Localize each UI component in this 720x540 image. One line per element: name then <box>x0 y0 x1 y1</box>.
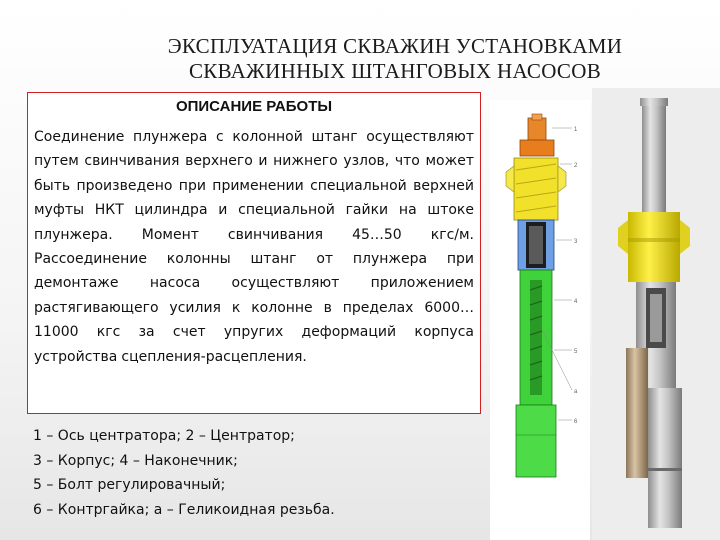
parts-legend <box>33 424 473 522</box>
slide-title-line1: ЭКСПЛУАТАЦИЯ СКВАЖИН УСТАНОВКАМИ <box>167 34 623 58</box>
drawing-label-2: 2 <box>574 163 578 169</box>
legend-line-3: 5 – Болт регулировачный; <box>33 477 226 493</box>
drawing-label-6: 6 <box>574 419 578 425</box>
legend-line-1: 1 – Ось центратора; 2 – Центратор; <box>33 428 295 444</box>
photo-helical-part <box>626 348 648 478</box>
drawing-label-5: 5 <box>574 349 578 355</box>
description-heading: ОПИСАНИЕ РАБОТЫ <box>175 98 333 115</box>
drawing-label-3: 3 <box>574 239 578 245</box>
drawing-label-a: а <box>574 389 578 395</box>
drawing-label-1: 1 <box>574 127 578 133</box>
photo-centralizer-part <box>628 212 680 282</box>
centralizer-band <box>628 238 680 242</box>
drawing-label-4: 4 <box>574 299 578 305</box>
slide-title-line2: СКВАЖИННЫХ ШТАНГОВЫХ НАСОСОВ <box>188 59 601 83</box>
top-cap-part <box>532 114 542 120</box>
device-photo <box>592 88 720 540</box>
green-tip-part <box>516 405 556 477</box>
top-nipple-part <box>528 118 546 140</box>
device-drawing <box>490 100 590 540</box>
description-box <box>27 92 481 414</box>
photo-lower-seam <box>648 468 682 471</box>
description-text: Соединение плунжера с колонной штанг осуществляют путем свинчивания верхнего и нижнего узлов, что может быть произведено при применении специальной верхней муфты НКТ цилиндра и специальной гайки на штоке плунжера. Момент свинчивания 45…50 кгс/м. Рассоединение колонны штанг от плунжера при демонтаже насоса осуществляют приложением растягивающего усилия к колонне в пределах 6000…11000 кгс за счет упругих деформаций корпуса устройства сцепления-расцепления. <box>34 129 474 365</box>
rod-cap-part <box>640 98 668 106</box>
inner-bolt-core <box>529 226 543 264</box>
legend-line-2: 3 – Корпус; 4 – Наконечник; <box>33 452 238 469</box>
photo-lower-body <box>648 388 682 528</box>
photo-inner-spring <box>650 294 662 342</box>
legend-line-4: 6 – Контргайка; а – Геликоидная резьба. <box>33 501 335 518</box>
top-rod-part <box>642 102 666 212</box>
slide-title <box>95 34 695 84</box>
orange-collar-part <box>520 140 554 156</box>
